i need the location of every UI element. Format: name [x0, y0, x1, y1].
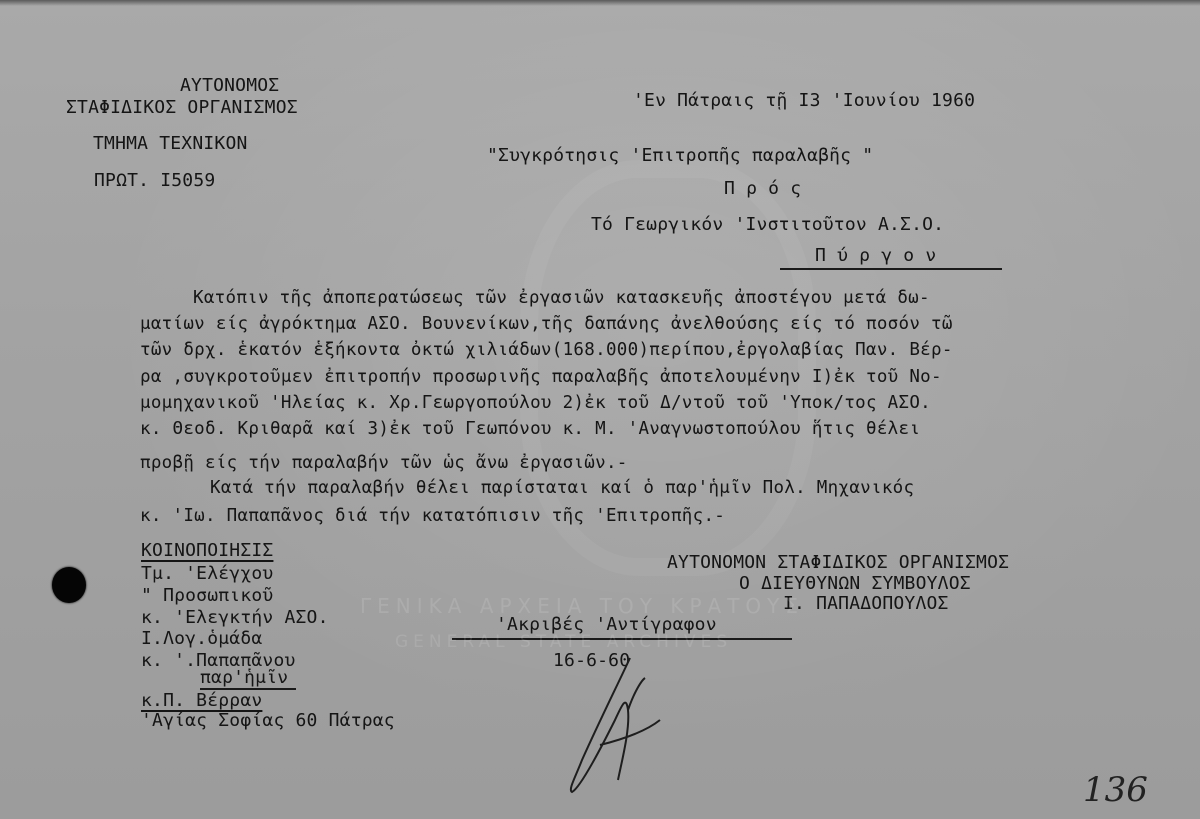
archive-watermark: ΓΕΝΙΚΑ ΑΡΧΕΙΑ ΤΟΥ ΚΡΑΤΟΥΣ [360, 594, 805, 618]
body-line: κ. Θεοδ. Κριθαρᾶ καί 3)ἐκ τοῦ Γεωπόνου κ. Μ. 'Αναγνωστοπούλου ἥτις θέλει [140, 419, 921, 439]
body-line: τῶν δρχ. ἑκατόν ἑξήκοντα ὀκτώ χιλιάδων(168.000)περίπου,ἐργολαβίας Παν. Βέρ- [140, 340, 953, 360]
letterhead-line2: ΣΤΑΦΙΔΙΚΟΣ ΟΡΓΑΝΙΣΜΟΣ [66, 97, 298, 118]
cc-item: Ι.Λογ.ὁμάδα [141, 628, 263, 649]
protocol-number: ΠΡΩΤ. Ι5059 [94, 170, 216, 191]
addressee-city: Π ύ ρ γ ο ν [815, 245, 937, 266]
signature-name: Ι. ΠΑΠΑΔΟΠΟΥΛΟΣ [783, 593, 949, 614]
cc-item: Τμ. 'Ελέγχου [141, 563, 274, 584]
body-line: Κατόπιν τῆς ἀποπερατώσεως τῶν ἐργασιῶν κατασκευῆς ἀποστέγου μετά δω- [193, 288, 930, 308]
cc-item: κ.Π. Βέρραν [141, 690, 263, 711]
addressee-pros: Π ρ ό ς [724, 178, 802, 199]
body-line: Κατά τήν παραλαβήν θέλει παρίσταται καί ὁ παρ'ἡμῖν Πολ. Μηχανικός [210, 478, 915, 498]
archive-watermark-en: GENERAL STATE ARCHIVES [395, 632, 733, 652]
punch-hole [52, 567, 86, 603]
signature-organization: ΑΥΤΟΝΟΜΟΝ ΣΤΑΦΙΔΙΚΟΣ ΟΡΓΑΝΙΣΜΟΣ [667, 552, 1010, 573]
date-line: 'Εν Πάτραις τῇ Ι3 'Ιουνίου 1960 [633, 90, 976, 111]
subject-line: "Συγκρότησις 'Επιτροπῆς παραλαβῆς " [487, 145, 874, 166]
addressee-name: Τό Γεωργικόν 'Ινστιτοῦτον Α.Σ.Ο. [591, 214, 945, 235]
body-line: ρα ,συγκροτοῦμεν ἐπιτροπήν προσωρινῆς παραλαβῆς ἀποτελουμένην Ι)ἐκ τοῦ Νο- [140, 367, 942, 387]
body-line: ματίων είς ἀγρόκτημα ΑΣΟ. Βουνενίκων,τῆς δαπάνης ἀνελθούσης είς τό ποσόν τῶ [140, 314, 953, 334]
city-underline [780, 268, 1002, 270]
cc-item: παρ'ἡμῖν [200, 667, 289, 688]
certified-date: 16-6-60 [553, 650, 631, 671]
cc-item: 'Αγίας Σοφίας 60 Πάτρας [141, 710, 395, 731]
cc-item: κ. '.Παπαπᾶνου [141, 650, 296, 671]
page-number: 136 [1083, 770, 1148, 810]
cc-heading: ΚΟΙΝΟΠΟΙΗΣΙΣ [141, 540, 274, 561]
cc-item: " Προσωπικοῦ [141, 585, 274, 606]
body-line: μομηχανικοῦ 'Ηλείας κ. Χρ.Γεωργοπούλου 2)ἐκ τοῦ Δ/ντοῦ τοῦ 'Υποκ/τος ΑΣΟ. [140, 393, 932, 413]
body-line: κ. 'Ιω. Παπαπᾶνος διά τήν κατατόπισιν τῆς 'Επιτροπῆς.- [140, 506, 726, 526]
letterhead-line1: ΑΥΤΟΝΟΜΟΣ [180, 75, 280, 96]
certified-copy-label: 'Ακριβές 'Αντίγραφον [496, 614, 717, 635]
body-line: προβῇ είς τήν παραλαβήν τῶν ὡς ἄνω ἐργασιῶν.- [140, 453, 628, 473]
handwritten-signature [560, 650, 670, 800]
signature-title: Ο ΔΙΕΥΘΥΝΩΝ ΣΥΜΒΟΥΛΟΣ [739, 573, 971, 594]
cc-item: κ. 'Ελεγκτήν ΑΣΟ. [141, 607, 329, 628]
department-label: ΤΜΗΜΑ ΤΕΧΝΙΚΟΝ [93, 133, 248, 154]
